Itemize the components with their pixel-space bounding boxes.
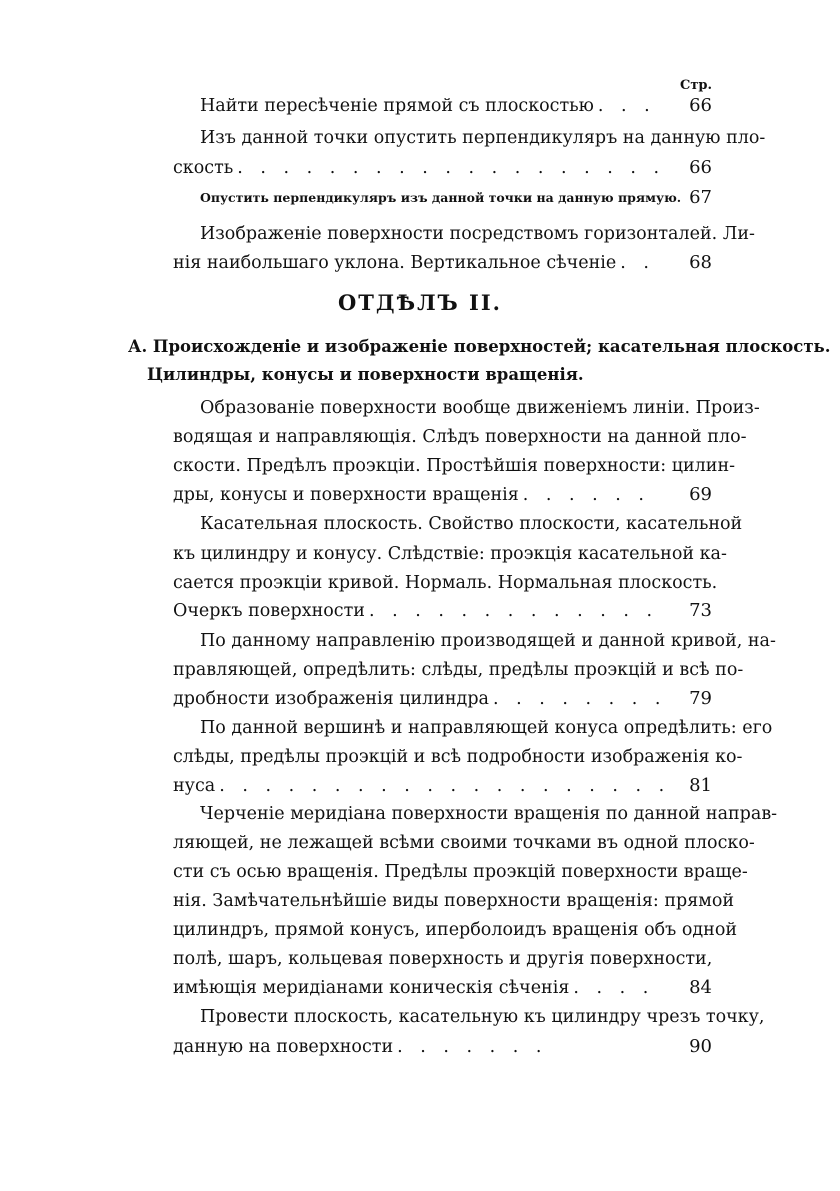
toc-entry-text: цилиндръ, прямой конусъ, иперболоидъ вращенія объ одной <box>173 920 738 940</box>
toc-entry-line <box>173 974 663 1002</box>
dot-leader <box>493 685 663 713</box>
dot-leader <box>598 92 663 120</box>
toc-entry-text: дры, конусы и поверхности вращенія <box>173 485 519 505</box>
toc-entry-line <box>173 154 663 182</box>
toc-entry-text: полѣ, шаръ, кольцевая поверхность и другія поверхности, <box>173 949 713 969</box>
dot-leader <box>397 1033 547 1061</box>
toc-entry-text: къ цилиндру и конусу. Слѣдствіе: проэкція касательной ка- <box>173 544 727 564</box>
toc-entry-text: имѣющія меридіанами коническія сѣченія <box>173 978 570 998</box>
page-number: 81 <box>689 775 712 796</box>
toc-entry-text: нуса <box>173 776 216 796</box>
page-number: 67 <box>689 187 712 208</box>
section-subtitle: А. Происхожденіе и изображеніе поверхностей; касательная плоскость. <box>128 337 831 356</box>
page-number: 68 <box>689 252 712 273</box>
dot-leader <box>523 481 663 509</box>
toc-entry-text: сается проэкціи кривой. Нормаль. Нормальная плоскость. <box>173 573 718 593</box>
toc-entry-text: Касательная плоскость. Свойство плоскости, касательной <box>200 514 743 534</box>
toc-entry-line <box>200 92 663 120</box>
toc-entry-text: Опустить перпендикуляръ изъ данной точки на данную прямую. <box>200 190 682 205</box>
toc-entry-text: скость <box>173 158 234 178</box>
toc-entry-text: нія наибольшаго уклона. Вертикальное сѣченіе <box>173 253 617 273</box>
toc-entry-text: Провести плоскость, касательную къ цилиндру чрезъ точку, <box>200 1007 765 1027</box>
dot-leader <box>620 249 663 277</box>
page-number: 84 <box>689 977 712 998</box>
dot-leader <box>219 772 663 800</box>
toc-entry-line <box>173 685 663 713</box>
page-number: 66 <box>689 157 712 178</box>
toc-entry-text: По данной вершинѣ и направляющей конуса опредѣлить: его <box>200 718 773 738</box>
toc-entry-text: скости. Предѣлъ проэкціи. Простѣйшія поверхности: цилин- <box>173 456 736 476</box>
toc-entry-text: водящая и направляющія. Слѣдъ поверхности на данной пло- <box>173 427 747 447</box>
page-column-header: Стр. <box>679 78 712 93</box>
page-number: 69 <box>689 484 712 505</box>
dot-leader <box>369 597 663 625</box>
toc-entry-text: По данному направленію производящей и данной кривой, на- <box>200 631 776 651</box>
section-subtitle: Цилиндры, конусы и поверхности вращенія. <box>147 365 584 384</box>
toc-entry-text: Очеркъ поверхности <box>173 601 365 621</box>
toc-entry-line <box>173 772 663 800</box>
toc-entry-text: сти съ осью вращенія. Предѣлы проэкцій поверхности враще- <box>173 862 748 882</box>
page-number: 79 <box>689 688 712 709</box>
toc-entry-text: Черченіе меридіана поверхности вращенія по данной направ- <box>200 804 778 824</box>
toc-entry-line <box>173 597 663 625</box>
toc-entry-text: Образованіе поверхности вообще движеніемъ линіи. Произ- <box>200 398 760 418</box>
dot-leader <box>237 154 663 182</box>
toc-entry-text: Изъ данной точки опустить перпендикуляръ на данную пло- <box>200 128 766 148</box>
toc-entry-line <box>173 481 663 509</box>
toc-entry-text: Изображеніе поверхности посредствомъ горизонталей. Ли- <box>200 224 755 244</box>
page-number: 66 <box>689 95 712 116</box>
toc-entry-text: слѣды, предѣлы проэкцій и всѣ подробности изображенія ко- <box>173 747 743 767</box>
dot-leader <box>573 974 663 1002</box>
toc-entry-text: нія. Замѣчательнѣйшіе виды поверхности вращенія: прямой <box>173 891 735 911</box>
toc-entry-text: дробности изображенія цилиндра <box>173 689 489 709</box>
toc-entry-text: ляющей, не лежащей всѣми своими точками въ одной плоско- <box>173 833 755 853</box>
toc-entry-line <box>173 1033 663 1061</box>
page-number: 73 <box>689 600 712 621</box>
toc-entry-text: Найти пересѣченіе прямой съ плоскостью <box>200 96 594 116</box>
toc-entry-text: данную на поверхности <box>173 1037 394 1057</box>
page-number: 90 <box>689 1036 712 1057</box>
toc-entry-line <box>173 249 663 277</box>
toc-entry-text: правляющей, опредѣлить: слѣды, предѣлы проэкцій и всѣ по- <box>173 660 744 680</box>
section-heading: ОТДѢЛЪ II. <box>337 290 502 315</box>
